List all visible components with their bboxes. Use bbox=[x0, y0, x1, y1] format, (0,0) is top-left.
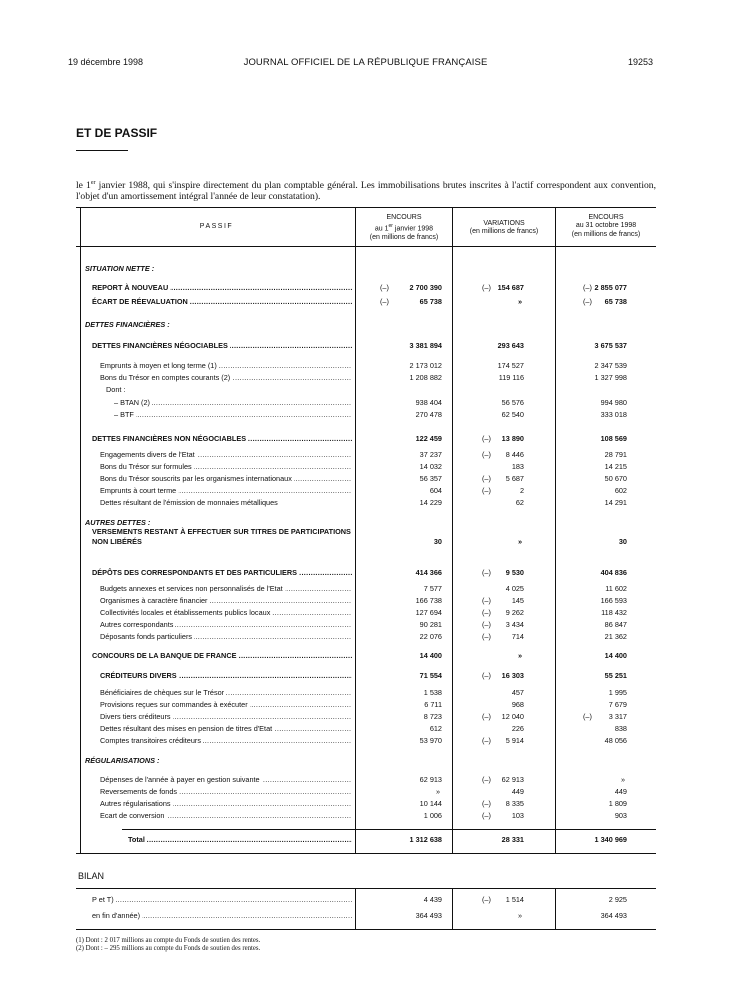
table-value-2: 714 bbox=[511, 632, 524, 641]
table-value-3: 14 291 bbox=[604, 498, 627, 507]
table-label: DETTES FINANCIÈRES NÉGOCIABLES ..... bbox=[92, 341, 352, 350]
table-value-1: » bbox=[435, 787, 440, 796]
table-value-3: 28 791 bbox=[604, 450, 627, 459]
table-value-1: 604 bbox=[429, 486, 442, 495]
table-label: Dépenses de l'année à payer en gestion suivante ..... bbox=[100, 775, 352, 784]
section-title: ET DE PASSIF bbox=[76, 126, 158, 140]
table-value-2: 119 116 bbox=[498, 373, 524, 382]
table-value-3: 2 855 077 bbox=[594, 283, 627, 292]
table-value-2: 62 540 bbox=[501, 410, 524, 419]
table-value-3: 404 836 bbox=[600, 568, 627, 577]
table-label: – BTF ..... bbox=[114, 410, 352, 419]
table-label: ÉCART DE RÉEVALUATION ..... bbox=[92, 297, 352, 306]
table-value-1: 14 229 bbox=[419, 498, 442, 507]
table-value-3: 1 340 969 bbox=[594, 835, 627, 844]
table-label: Total ..... bbox=[128, 835, 352, 844]
table-value-3: 50 670 bbox=[604, 474, 627, 483]
bilan-value-1: 4 439 bbox=[423, 895, 442, 904]
table-value-1: 62 913 bbox=[419, 775, 442, 784]
table-value-1: 414 366 bbox=[415, 568, 442, 577]
bilan-divider-2 bbox=[452, 888, 453, 929]
table-label: Comptes transitoires créditeurs ..... bbox=[100, 736, 352, 745]
variations-header: VARIATIONS (en millions de francs) bbox=[469, 220, 539, 236]
table-value-3: 2 347 539 bbox=[594, 361, 627, 370]
table-value-2: 154 687 bbox=[497, 283, 524, 292]
table-value-2: 457 bbox=[511, 688, 524, 697]
table-value-1: 127 694 bbox=[415, 608, 442, 617]
table-sign-2: (–) bbox=[482, 450, 491, 459]
table-value-3: » bbox=[620, 775, 625, 784]
table-label: CRÉDITEURS DIVERS ..... bbox=[100, 671, 352, 680]
table-value-3: 7 679 bbox=[608, 700, 627, 709]
table-value-1: 2 700 390 bbox=[409, 283, 442, 292]
table-value-1: 122 459 bbox=[415, 434, 442, 443]
table-value-2: 9 530 bbox=[505, 568, 524, 577]
table-top-rule bbox=[76, 207, 656, 208]
table-value-2: 3 434 bbox=[505, 620, 524, 629]
table-value-2: 145 bbox=[511, 596, 524, 605]
table-value-3: 1 995 bbox=[608, 688, 627, 697]
table-sign-2: (–) bbox=[482, 608, 491, 617]
table-value-3: 21 362 bbox=[604, 632, 627, 641]
table-label: Engagements divers de l'Etat ..... bbox=[100, 450, 352, 459]
table-value-3: 602 bbox=[614, 486, 627, 495]
table-label: Emprunts à court terme ..... bbox=[100, 486, 352, 495]
table-sign-2: (–) bbox=[482, 811, 491, 820]
table-value-1: 270 478 bbox=[415, 410, 442, 419]
table-value-2: 28 331 bbox=[501, 835, 524, 844]
table-value-1: 3 381 894 bbox=[409, 341, 442, 350]
table-label: Bons du Trésor en comptes courants (2) ..... bbox=[100, 373, 352, 382]
table-value-1: 166 738 bbox=[415, 596, 442, 605]
table-value-3: 166 593 bbox=[600, 596, 627, 605]
table-label: Dont : bbox=[106, 385, 126, 394]
table-label: Bons du Trésor souscrits par les organismes internationaux ..... bbox=[100, 474, 352, 483]
table-value-1: 53 970 bbox=[419, 736, 442, 745]
table-value-2: 8 335 bbox=[505, 799, 524, 808]
table-value-2: 293 643 bbox=[497, 341, 524, 350]
journal-title: JOURNAL OFFICIEL DE LA RÉPUBLIQUE FRANÇAISE bbox=[243, 57, 488, 68]
table-value-3: 14 215 bbox=[604, 462, 627, 471]
table-label: DETTES FINANCIÈRES NON NÉGOCIABLES ..... bbox=[92, 434, 352, 443]
table-sign-2: (–) bbox=[482, 775, 491, 784]
table-value-3: 55 251 bbox=[604, 671, 627, 680]
table-value-1: 1 208 882 bbox=[409, 373, 442, 382]
table-value-2: 13 890 bbox=[501, 434, 524, 443]
table-value-3: 3 675 537 bbox=[594, 341, 627, 350]
table-label: SITUATION NETTE : bbox=[85, 264, 155, 273]
table-sign-2: (–) bbox=[482, 596, 491, 605]
col-divider-2 bbox=[452, 207, 453, 854]
table-label: VERSEMENTS RESTANT À EFFECTUER SUR TITRES DE PARTICIPATIONS NON LIBÉRÉS bbox=[92, 527, 351, 546]
footnote-2: (2) Dont : – 295 millions au compte du Fonds de soutien des rentes. bbox=[76, 945, 261, 952]
table-value-2: 4 025 bbox=[505, 584, 524, 593]
table-value-1: 2 173 012 bbox=[409, 361, 442, 370]
table-value-1: 7 577 bbox=[423, 584, 442, 593]
table-value-1: 22 076 bbox=[419, 632, 442, 641]
table-value-1: 8 723 bbox=[423, 712, 442, 721]
table-label: Collectivités locales et établissements publics locaux ..... bbox=[100, 608, 352, 617]
table-sign-2: (–) bbox=[482, 568, 491, 577]
table-sign-2: (–) bbox=[482, 799, 491, 808]
table-value-2: 174 527 bbox=[497, 361, 524, 370]
table-sign-2: (–) bbox=[482, 486, 491, 495]
footnote-1: (1) Dont : 2 017 millions au compte du Fonds de soutien des rentes. bbox=[76, 937, 261, 944]
table-sign-2: (–) bbox=[482, 283, 491, 292]
bilan-value-3: 2 925 bbox=[608, 895, 627, 904]
bilan-divider-1 bbox=[355, 888, 356, 929]
bilan-value-1: 364 493 bbox=[415, 911, 442, 920]
table-value-2: 12 040 bbox=[501, 712, 524, 721]
table-value-2: 56 576 bbox=[501, 398, 524, 407]
table-value-1: 938 404 bbox=[415, 398, 442, 407]
col-divider-3 bbox=[555, 207, 556, 854]
table-value-1: 612 bbox=[429, 724, 442, 733]
table-value-2: 8 446 bbox=[505, 450, 524, 459]
table-label: Emprunts à moyen et long terme (1) ..... bbox=[100, 361, 352, 370]
bilan-divider-3 bbox=[555, 888, 556, 929]
table-bottom-rule bbox=[76, 853, 656, 854]
table-value-2: 62 bbox=[515, 498, 524, 507]
table-value-1: 14 400 bbox=[419, 651, 442, 660]
table-label: Budgets annexes et services non personnalisés de l'Etat ..... bbox=[100, 584, 352, 593]
table-label: Dettes résultant de l'émission de monnaies métalliques bbox=[100, 498, 278, 507]
table-value-1: 1 538 bbox=[423, 688, 442, 697]
table-sign-2: (–) bbox=[482, 474, 491, 483]
table-value-3: 838 bbox=[614, 724, 627, 733]
table-sign-2: (–) bbox=[482, 632, 491, 641]
table-label: AUTRES DETTES : bbox=[85, 518, 151, 527]
table-value-3: 65 738 bbox=[604, 297, 627, 306]
table-sign-2: (–) bbox=[482, 712, 491, 721]
col-divider-1 bbox=[355, 207, 356, 854]
table-sign-3: (–) bbox=[583, 712, 592, 721]
bilan-value-2: » bbox=[517, 911, 522, 920]
table-value-3: 903 bbox=[614, 811, 627, 820]
table-value-2: 5 914 bbox=[505, 736, 524, 745]
table-value-1: 30 bbox=[433, 537, 442, 546]
table-value-1: 10 144 bbox=[419, 799, 442, 808]
bilan-sign-2: (–) bbox=[482, 895, 491, 904]
table-value-2: 183 bbox=[511, 462, 524, 471]
table-label: RÉGULARISATIONS : bbox=[85, 756, 160, 765]
table-value-2: 2 bbox=[519, 486, 524, 495]
table-label: Bons du Trésor sur formules ..... bbox=[100, 462, 352, 471]
table-value-1: 90 281 bbox=[419, 620, 442, 629]
table-header-rule bbox=[76, 246, 656, 247]
table-label: Organismes à caractère financier ..... bbox=[100, 596, 352, 605]
table-value-3: 14 400 bbox=[604, 651, 627, 660]
table-value-2: 226 bbox=[511, 724, 524, 733]
encours-jan-header: ENCOURS au 1er janvier 1998 (en millions de francs) bbox=[369, 214, 439, 241]
bilan-value-2: 1 514 bbox=[505, 895, 524, 904]
bilan-value-3: 364 493 bbox=[600, 911, 627, 920]
table-label: Autres régularisations ..... bbox=[100, 799, 352, 808]
encours-oct-header: ENCOURS au 31 octobre 1998 (en millions de francs) bbox=[571, 214, 641, 238]
table-value-2: 9 262 bbox=[505, 608, 524, 617]
table-label: Dettes résultant des mises en pension de titres d'Etat ..... bbox=[100, 724, 352, 733]
table-value-2: » bbox=[517, 537, 522, 546]
table-value-3: 3 317 bbox=[608, 712, 627, 721]
table-label: Ecart de conversion ..... bbox=[100, 811, 352, 820]
table-label: CONCOURS DE LA BANQUE DE FRANCE ..... bbox=[92, 651, 352, 660]
table-value-3: 48 056 bbox=[604, 736, 627, 745]
table-label: DETTES FINANCIÈRES : bbox=[85, 320, 170, 329]
table-sign-1: (–) bbox=[380, 283, 389, 292]
table-sign-2: (–) bbox=[482, 671, 491, 680]
table-value-2: 103 bbox=[511, 811, 524, 820]
table-value-2: 62 913 bbox=[501, 775, 524, 784]
table-value-1: 1 312 638 bbox=[409, 835, 442, 844]
table-value-3: 108 569 bbox=[600, 434, 627, 443]
header-date: 19 décembre 1998 bbox=[68, 57, 144, 67]
table-value-3: 86 847 bbox=[604, 620, 627, 629]
table-value-2: 16 303 bbox=[501, 671, 524, 680]
table-value-3: 11 602 bbox=[605, 584, 627, 593]
col-divider-label bbox=[80, 207, 81, 854]
table-value-1: 1 006 bbox=[423, 811, 442, 820]
bilan-label: P et T) ..... bbox=[92, 895, 352, 904]
total-rule bbox=[122, 829, 656, 830]
table-value-1: 71 554 bbox=[419, 671, 442, 680]
table-value-3: 449 bbox=[614, 787, 627, 796]
table-sign-2: (–) bbox=[482, 736, 491, 745]
table-sign-1: (–) bbox=[380, 297, 389, 306]
table-label: Bénéficiaires de chèques sur le Trésor ..... bbox=[100, 688, 352, 697]
table-value-3: 118 432 bbox=[601, 608, 627, 617]
table-value-2: » bbox=[517, 297, 522, 306]
footnotes bbox=[76, 937, 260, 953]
table-value-1: 14 032 bbox=[419, 462, 442, 471]
table-value-2: » bbox=[517, 651, 522, 660]
section-rule bbox=[76, 150, 128, 151]
table-label: DÉPÔTS DES CORRESPONDANTS ET DES PARTICULIERS ..... bbox=[92, 568, 352, 577]
table-value-3: 1 809 bbox=[608, 799, 627, 808]
intro-paragraph: le 1er janvier 1988, qui s'inspire directement du plan comptable général. Les immobilisations brutes inscrites à l'actif correspondent aux convention, l'objet d'un amortissement intégral l'année de leur constatation). bbox=[76, 180, 656, 202]
passif-column-header: PASSIF bbox=[199, 223, 234, 230]
table-label: Provisions reçues sur commandes à exécuter ..... bbox=[100, 700, 352, 709]
bilan-label: en fin d'année) ..... bbox=[92, 911, 352, 920]
table-value-3: 333 018 bbox=[600, 410, 627, 419]
table-value-2: 968 bbox=[511, 700, 524, 709]
table-value-1: 37 237 bbox=[419, 450, 442, 459]
table-value-2: 449 bbox=[511, 787, 524, 796]
table-label: – BTAN (2) ..... bbox=[114, 398, 352, 407]
table-value-1: 65 738 bbox=[419, 297, 442, 306]
table-value-3: 994 980 bbox=[600, 398, 627, 407]
page-number: 19253 bbox=[627, 57, 653, 67]
table-sign-2: (–) bbox=[482, 434, 491, 443]
table-sign-2: (–) bbox=[482, 620, 491, 629]
bilan-title: BILAN bbox=[78, 871, 105, 881]
table-label: REPORT À NOUVEAU ..... bbox=[92, 283, 352, 292]
table-value-2: 5 687 bbox=[505, 474, 524, 483]
table-value-3: 30 bbox=[618, 537, 627, 546]
bilan-bottom-rule bbox=[76, 929, 656, 930]
table-label: Reversements de fonds ..... bbox=[100, 787, 352, 796]
bilan-top-rule bbox=[76, 888, 656, 889]
table-value-1: 6 711 bbox=[424, 700, 442, 709]
table-sign-3: (–) bbox=[583, 297, 592, 306]
table-sign-3: (–) bbox=[583, 283, 592, 292]
table-label: Déposants fonds particuliers ..... bbox=[100, 632, 352, 641]
table-value-1: 56 357 bbox=[419, 474, 442, 483]
table-value-3: 1 327 998 bbox=[594, 373, 627, 382]
table-label: Autres correspondants ..... bbox=[100, 620, 352, 629]
table-label: Divers tiers créditeurs ..... bbox=[100, 712, 352, 721]
